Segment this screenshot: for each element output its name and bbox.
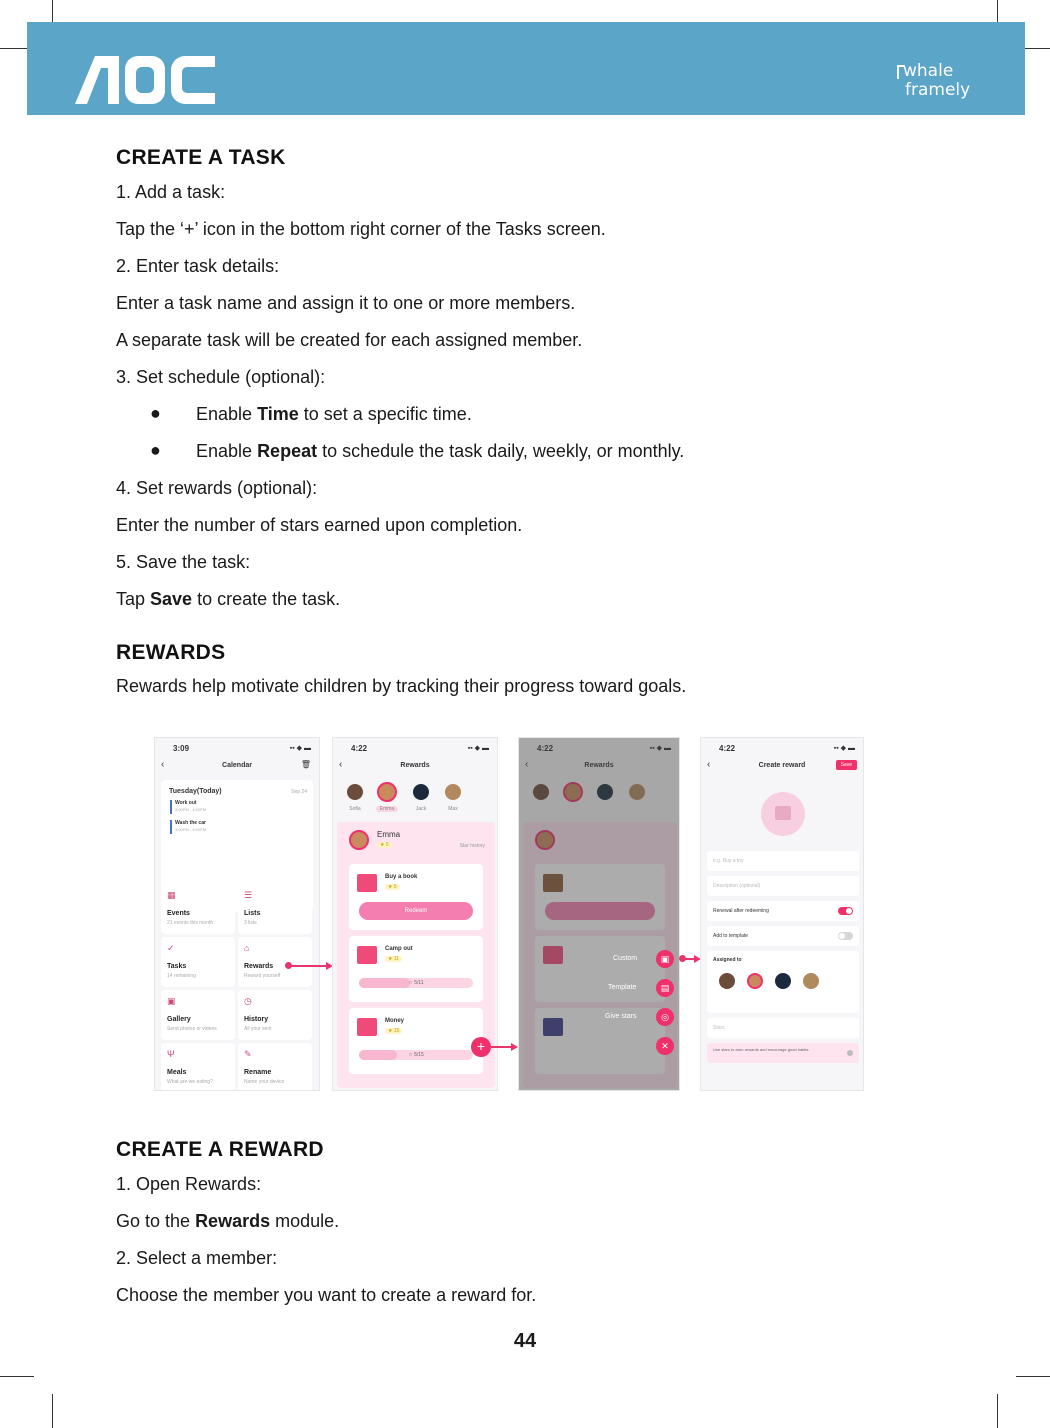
- reward-name-field[interactable]: e.g. Buy a toy: [707, 851, 859, 871]
- reward-name: Money: [385, 1018, 405, 1024]
- step-heading: 4. Set rewards (optional):: [116, 478, 318, 498]
- logo-text-line1: whale: [903, 61, 954, 81]
- back-icon: ‹: [707, 759, 711, 770]
- section-title-create-task: CREATE A TASK: [116, 146, 286, 169]
- menu-label: Give stars: [605, 1013, 637, 1020]
- step-body: Enter the number of stars earned upon completion.: [116, 515, 523, 535]
- screen-title: Rewards: [400, 762, 430, 769]
- member-name: Max: [448, 806, 458, 812]
- status-time: 4:22: [719, 744, 736, 753]
- bullet-dot: ●: [150, 403, 161, 423]
- crop-mark: [997, 1394, 998, 1428]
- bullet-text: Enable Repeat to schedule the task daily, weekly, or monthly.: [196, 441, 685, 461]
- step-heading: 3. Set schedule (optional):: [116, 367, 326, 387]
- reward-name: Camp out: [385, 946, 413, 952]
- add-reward-button[interactable]: +: [471, 1037, 491, 1057]
- tile-title: Rename: [244, 1069, 272, 1076]
- avatar[interactable]: [445, 784, 461, 800]
- page-header: [27, 22, 1025, 115]
- step-heading: 1. Add a task:: [116, 182, 226, 202]
- reward-name: Buy a book: [385, 874, 418, 880]
- tile-gallery[interactable]: [161, 990, 235, 1040]
- tile-title: Gallery: [167, 1016, 191, 1023]
- status-icons: ▪▪ ◆ ▬: [289, 745, 311, 752]
- status-time: 3:09: [173, 744, 190, 753]
- avatar[interactable]: [775, 973, 791, 989]
- progress-fill: [359, 978, 410, 988]
- close-menu-button[interactable]: ✕: [656, 1037, 674, 1055]
- gift-icon: ⌂: [244, 943, 250, 953]
- avatar: [349, 830, 369, 850]
- cutlery-icon: Ψ: [167, 1049, 175, 1059]
- tile-subtitle: Send photos or videos: [167, 1026, 217, 1032]
- tile-subtitle: All your sent: [244, 1026, 272, 1032]
- status-icons: ▪▪ ◆ ▬: [649, 745, 671, 752]
- tile-rename[interactable]: [238, 1043, 312, 1091]
- template-toggle[interactable]: [838, 932, 853, 940]
- calendar-icon: ▦: [167, 890, 176, 900]
- event-title: Work out: [175, 800, 197, 806]
- custom-reward-button[interactable]: ▣: [656, 950, 674, 968]
- step-body: Tap Save to create the task.: [116, 589, 341, 609]
- step-body: Go to the Rewards module.: [116, 1211, 340, 1231]
- crop-mark: [52, 1394, 53, 1428]
- tile-subtitle: Name your device: [244, 1079, 285, 1085]
- logo-text-line2: framely: [905, 80, 971, 100]
- callout-arrow: [290, 965, 326, 967]
- section-title-create-reward: CREATE A REWARD: [116, 1138, 324, 1161]
- redeem-button[interactable]: Redeem: [359, 902, 473, 920]
- reward-card[interactable]: [349, 1008, 483, 1074]
- phone-screenshot-rewards: [332, 737, 498, 1091]
- toggle-label: Renewal after redeeming: [713, 908, 769, 914]
- callout-arrow: [684, 958, 694, 960]
- edit-icon: ✎: [244, 1049, 252, 1059]
- day-label: Tuesday(Today): [169, 788, 222, 795]
- info-icon: [847, 1050, 853, 1056]
- section-title-rewards: REWARDS: [116, 641, 226, 664]
- step-body: A separate task will be created for each assigned member.: [116, 330, 583, 350]
- progress-text: ☆ 5/11: [408, 980, 424, 986]
- menu-label: Template: [608, 984, 637, 991]
- renewal-toggle[interactable]: [838, 907, 853, 915]
- menu-label: Custom: [613, 955, 638, 962]
- dim-overlay: [519, 738, 679, 1090]
- step-heading: 2. Enter task details:: [116, 256, 280, 276]
- list-icon: ☰: [244, 890, 253, 900]
- tile-title: Tasks: [167, 963, 187, 970]
- phone-screenshot-calendar: [154, 737, 320, 1091]
- tile-history[interactable]: [238, 990, 312, 1040]
- checklist-icon: ✓: [167, 943, 175, 953]
- tile-title: Meals: [167, 1069, 187, 1076]
- tile-title: Lists: [244, 910, 261, 917]
- event-time: 3:00PM - 4:00PM: [175, 807, 207, 812]
- event-title: Wash the car: [175, 820, 206, 826]
- screen-title: Create reward: [758, 762, 806, 769]
- info-note: [707, 1043, 859, 1063]
- back-icon: ‹: [525, 759, 529, 770]
- reward-stars: ★ 5: [385, 884, 400, 890]
- step-heading: 5. Save the task:: [116, 552, 251, 572]
- event-time: 3:00PM - 4:00PM: [175, 827, 207, 832]
- step-body: Enter a task name and assign it to one or more members.: [116, 293, 576, 313]
- note-text: Use stars to earn rewards and encourage good habits.: [713, 1047, 810, 1052]
- star-count: ★ 5: [377, 842, 392, 848]
- give-stars-button[interactable]: ◎: [656, 1008, 674, 1026]
- avatar[interactable]: [347, 784, 363, 800]
- template-row: [707, 926, 859, 946]
- reward-stars: ★ 11: [385, 956, 402, 962]
- phone-screenshot-rewards-menu: [518, 737, 680, 1091]
- avatar-selected[interactable]: [377, 782, 397, 802]
- member-name: Jack: [415, 806, 427, 812]
- tile-subtitle: Reward yourself: [244, 973, 281, 979]
- back-icon: ‹: [339, 759, 343, 770]
- tile-subtitle: 3 lists: [244, 920, 257, 926]
- status-time: 4:22: [537, 744, 554, 753]
- template-button[interactable]: ▤: [656, 979, 674, 997]
- step-heading: 2. Select a member:: [116, 1248, 278, 1268]
- event-marker: [170, 800, 172, 814]
- avatar[interactable]: [803, 973, 819, 989]
- avatar[interactable]: [719, 973, 735, 989]
- tile-title: Events: [167, 910, 190, 917]
- member-name: Emma: [376, 806, 398, 812]
- gift-icon: [357, 1018, 377, 1036]
- bullet-dot: ●: [150, 440, 161, 460]
- screen-title: Rewards: [584, 762, 614, 769]
- gift-icon: [357, 946, 377, 964]
- description-field[interactable]: Description (optional): [707, 876, 859, 896]
- progress-bar: [359, 978, 473, 988]
- tile-tasks[interactable]: [161, 937, 235, 987]
- section-intro: Rewards help motivate children by tracking their progress toward goals.: [116, 676, 687, 696]
- reward-stars: ★ 15: [385, 1028, 402, 1034]
- tile-lists[interactable]: [238, 884, 312, 934]
- gift-icon: [357, 874, 377, 892]
- status-icons: ▪▪ ◆ ▬: [467, 745, 489, 752]
- renewal-row: [707, 901, 859, 921]
- page-number: 44: [513, 1330, 537, 1352]
- star-history-link[interactable]: Star history: [459, 843, 485, 849]
- tile-title: Rewards: [244, 963, 274, 970]
- assigned-label: Assigned to: [713, 957, 742, 963]
- image-icon: [775, 806, 791, 820]
- progress-fill: [359, 1050, 397, 1060]
- tile-meals[interactable]: [161, 1043, 235, 1091]
- callout-arrow: [491, 1046, 511, 1048]
- tile-rewards[interactable]: [238, 937, 312, 987]
- avatar[interactable]: [413, 784, 429, 800]
- assigned-to-card: [707, 951, 859, 1013]
- tile-subtitle: 14 remaining: [167, 973, 196, 979]
- step-body: Choose the member you want to create a reward for.: [116, 1285, 537, 1305]
- tile-title: History: [244, 1016, 269, 1023]
- progress-bar: [359, 1050, 473, 1060]
- trash-icon: 🗑: [300, 760, 311, 769]
- clock-icon: ◷: [244, 996, 252, 1006]
- event-marker: [170, 820, 172, 834]
- tile-subtitle: What are we eating?: [167, 1079, 213, 1085]
- tile-events[interactable]: [161, 884, 235, 934]
- reward-image-placeholder[interactable]: [761, 792, 805, 836]
- bullet-text: Enable Time to set a specific time.: [196, 404, 472, 424]
- progress-text: ☆ 5/15: [408, 1052, 424, 1058]
- tile-subtitle: 21 events this month: [167, 920, 214, 926]
- reward-card[interactable]: [349, 864, 483, 930]
- aoc-logo: [75, 56, 215, 104]
- reward-card[interactable]: [349, 936, 483, 1002]
- stars-field[interactable]: Stars: [707, 1018, 859, 1038]
- status-icons: ▪▪ ◆ ▬: [833, 745, 855, 752]
- member-name: Emma: [377, 830, 401, 839]
- step-heading: 1. Open Rewards:: [116, 1174, 262, 1194]
- crop-mark: [0, 1376, 34, 1377]
- phone-screenshot-create-reward: [700, 737, 864, 1091]
- whale-framely-logo: [897, 62, 977, 106]
- step-body: Tap the ‘+’ icon in the bottom right corner of the Tasks screen.: [116, 219, 606, 239]
- image-icon: ▣: [167, 996, 176, 1006]
- status-time: 4:22: [351, 744, 368, 753]
- member-name: Sofia: [349, 806, 361, 812]
- screen-title: Calendar: [222, 762, 252, 769]
- save-button[interactable]: Save: [836, 760, 857, 770]
- back-icon: ‹: [161, 759, 165, 770]
- toggle-label: Add to template: [713, 933, 749, 939]
- avatar-selected[interactable]: [747, 973, 763, 989]
- arrow-head-icon: [511, 1043, 518, 1051]
- date-label: Sep 24: [291, 789, 307, 795]
- crop-mark: [1016, 1376, 1050, 1377]
